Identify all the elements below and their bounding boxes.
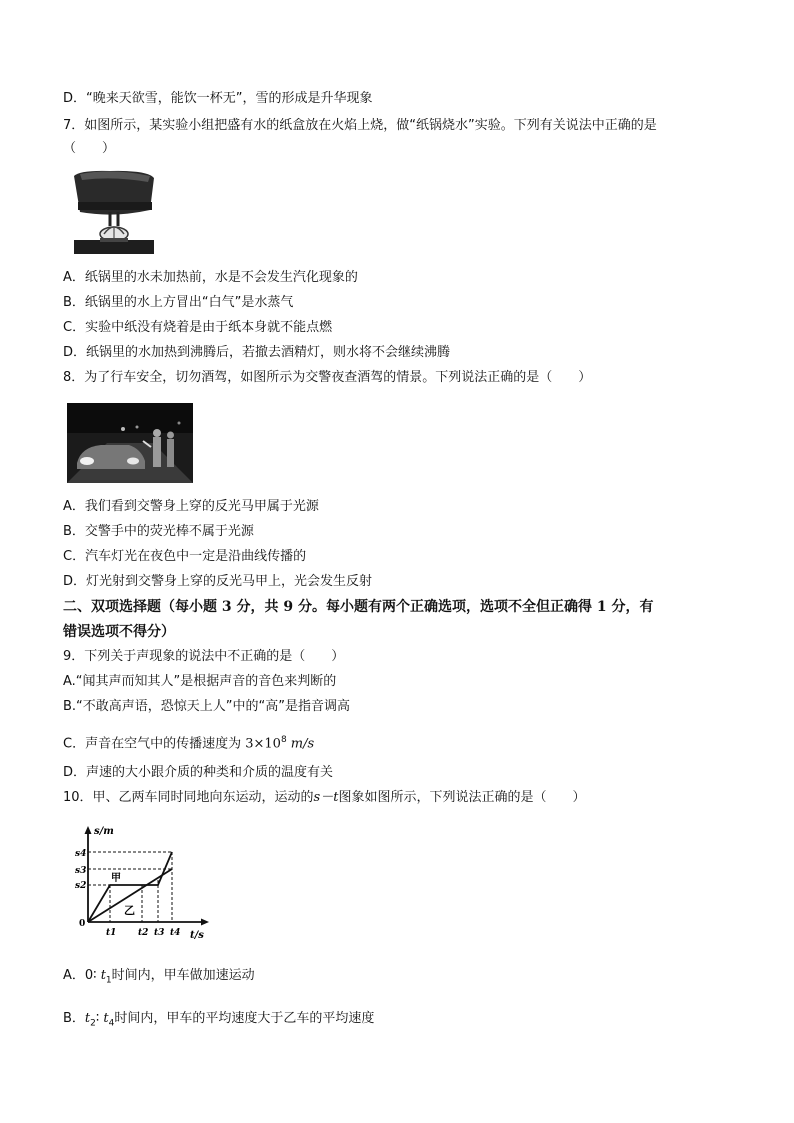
q7-paper-pot-figure <box>70 168 158 258</box>
x-tick-t4: t4 <box>170 928 181 938</box>
section2-heading-line2: 错误选项不得分） <box>63 624 175 640</box>
q10-option-a-sub: 1 <box>105 975 112 986</box>
q7-option-c: C．实验中纸没有烧着是由于纸本身就不能点燃 <box>63 320 333 335</box>
q9-option-c-value: 3×10 <box>245 736 281 752</box>
q8-option-d: D．灯光射到交警身上穿的反光马甲上，光会发生反射 <box>63 574 373 589</box>
q8-night-checkpoint-photo <box>67 403 193 483</box>
q6-option-d: D．“晚来天欲雪，能饮一杯无”，雪的形成是升华现象 <box>63 91 373 106</box>
q10-option-a-suffix: 时间内，甲车做加速运动 <box>111 968 255 983</box>
q10-stem <box>63 789 585 807</box>
q7-option-b: B．纸锅里的水上方冒出“白气”是水蒸气 <box>63 295 294 310</box>
x-tick-t3: t3 <box>154 928 165 938</box>
section2-heading-line1: 二、双项选择题（每小题 3 分，共 9 分。每小题有两个正确选项，选项不全但正确得 1 分，有 <box>63 599 654 615</box>
series-jia-label: 甲 <box>111 873 121 884</box>
y-axis-label: s/m <box>94 826 114 837</box>
q9-option-b: B.“不敢高声语，恐惊天上人”中的“高”是指音调高 <box>63 699 350 714</box>
q10-option-b-suffix: 时间内，甲车的平均速度大于乙车的平均速度 <box>114 1011 375 1026</box>
q7-option-a: A．纸锅里的水未加热前，水是不会发生汽化现象的 <box>63 270 358 285</box>
q10-option-a <box>63 967 255 990</box>
q10-option-b <box>63 1010 374 1033</box>
y-tick-s4: s4 <box>75 849 87 859</box>
q10-option-b-var2: t <box>103 1011 109 1026</box>
q9-option-c-unit: m/s <box>286 736 315 752</box>
q7-stem-line2: （ ） <box>63 141 116 156</box>
q8-stem: 8．为了行车安全，切勿酒驾，如图所示为交警夜查酒驾的情景。下列说法正确的是（ ） <box>63 370 592 385</box>
q9-option-c-prefix: C．声音在空气中的传播速度为 <box>63 736 246 752</box>
q9-option-d: D．声速的大小跟介质的种类和介质的温度有关 <box>63 765 334 780</box>
q10-option-b-sub2: 4 <box>108 1018 115 1029</box>
x-axis-arrow <box>201 919 209 926</box>
q10-option-b-mid: ∶ <box>95 1011 104 1026</box>
q8-option-a: A．我们看到交警身上穿的反光马甲属于光源 <box>63 499 319 514</box>
q9-option-a: A.“闻其声而知其人”是根据声音的音色来判断的 <box>63 674 337 689</box>
q10-option-a-prefix: A．0∶ <box>63 968 101 983</box>
q8-option-b: B．交警手中的荧光棒不属于光源 <box>63 524 254 539</box>
y-tick-s2: s2 <box>75 881 87 891</box>
q10-option-b-sub1: 2 <box>90 1018 96 1029</box>
q10-s-t-graph <box>72 822 212 944</box>
q10-option-a-var: t <box>100 968 106 983</box>
q9-stem: 9．下列关于声现象的说法中不正确的是（ ） <box>63 649 345 664</box>
origin-label: 0 <box>79 919 86 929</box>
series-yi-label: 乙 <box>124 904 135 917</box>
y-axis-arrow <box>85 826 92 834</box>
q7-option-d: D．纸锅里的水加热到沸腾后，若撤去酒精灯，则水将不会继续沸腾 <box>63 345 451 360</box>
y-tick-s3: s3 <box>75 866 87 876</box>
q7-stem-line1: 7．如图所示，某实验小组把盛有水的纸盒放在火焰上烧，做“纸锅烧水”实验。下列有关说法中正确的是 <box>63 118 657 133</box>
x-tick-t2: t2 <box>138 928 149 938</box>
q10-option-b-var1: t <box>84 1011 91 1026</box>
x-axis-label: t/s <box>190 930 204 941</box>
q10-option-b-prefix: B． <box>63 1011 85 1026</box>
q8-option-c: C．汽车灯光在夜色中一定是沿曲线传播的 <box>63 549 307 564</box>
x-tick-t1: t1 <box>106 928 117 938</box>
q9-option-c <box>63 731 314 753</box>
q10-stem-suffix: 图象如图所示，下列说法正确的是（ ） <box>338 790 586 805</box>
q10-stem-math: s－t <box>313 790 339 805</box>
q9-option-c-exponent: 8 <box>280 735 287 745</box>
q10-stem-prefix: 10．甲、乙两车同时同地向东运动，运动的 <box>63 790 314 805</box>
